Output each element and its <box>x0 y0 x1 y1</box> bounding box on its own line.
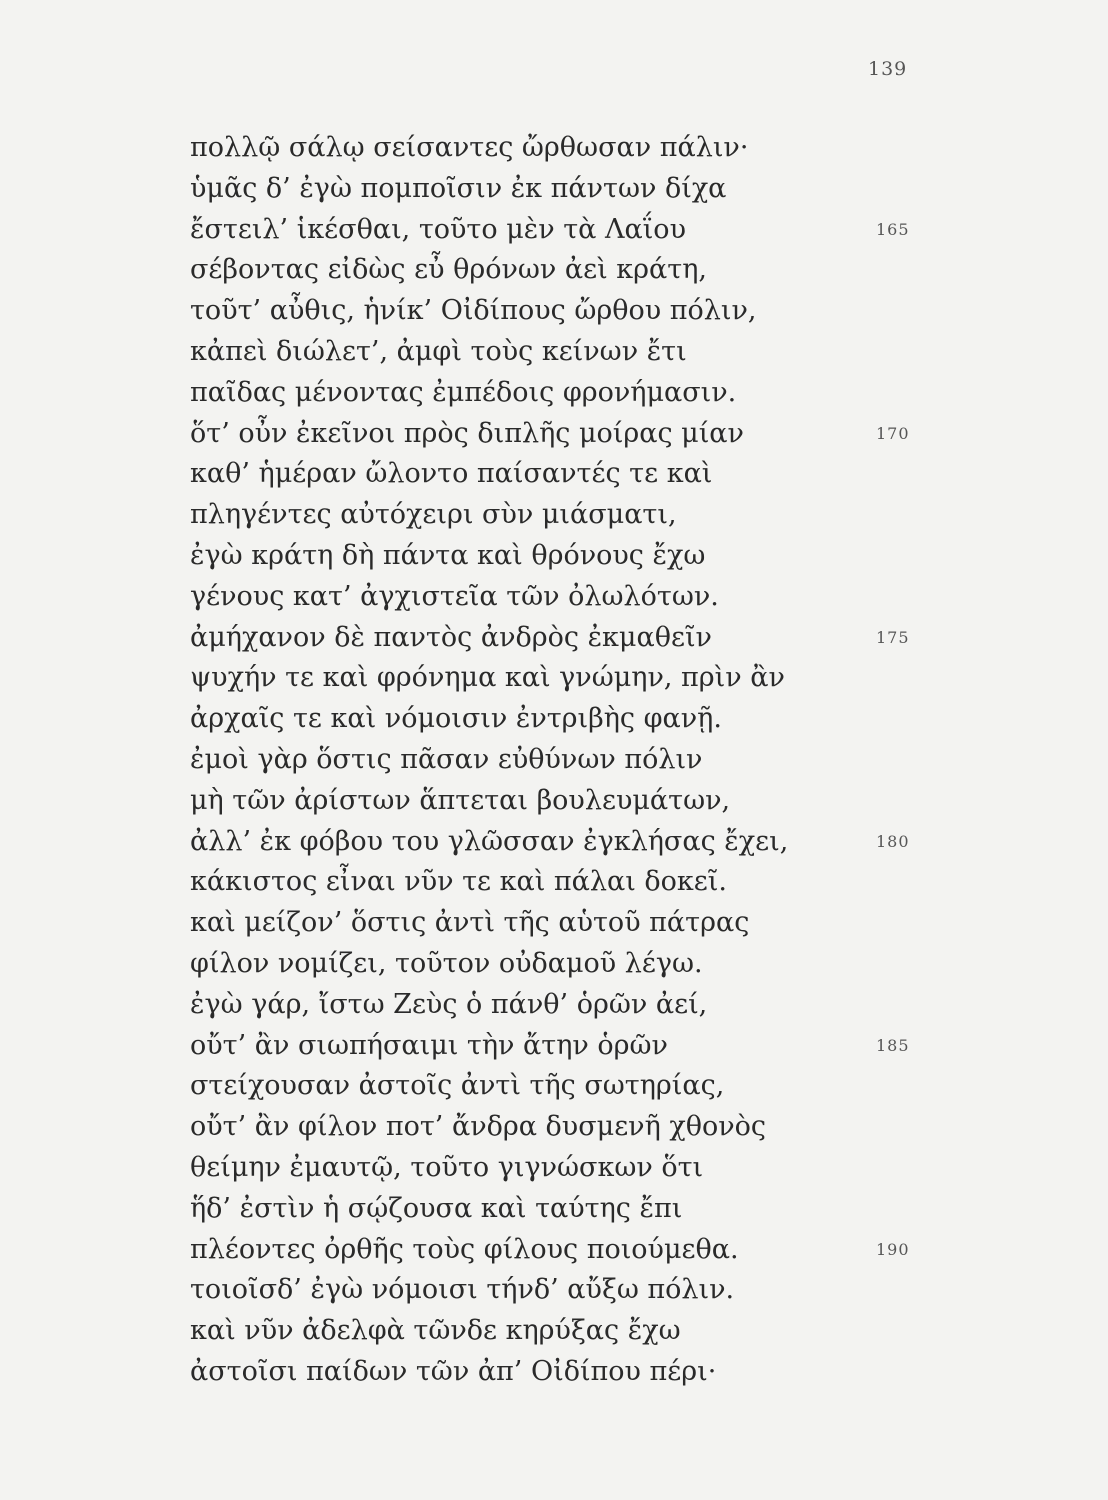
verse-line-text: στείχουσαν ἀστοῖς ἀντὶ τῆς σωτηρίας, <box>190 1070 725 1102</box>
verse-line <box>190 414 1070 455</box>
verse-line <box>190 944 1070 985</box>
line-number: 180 <box>876 831 910 851</box>
verse-line <box>190 781 1070 822</box>
verse-line-text: καὶ μείζον’ ὅστις ἀντὶ τῆς αὑτοῦ πάτρας <box>190 907 750 939</box>
verse-line-text: ἀστοῖσι παίδων τῶν ἀπ’ Οἰδίπου πέρι· <box>190 1355 717 1387</box>
verse-line <box>190 332 1070 373</box>
verse-line <box>190 862 1070 903</box>
verse-line-text: πλέοντες ὀρθῆς τοὺς φίλους ποιούμεθα. <box>190 1233 739 1265</box>
verse-line-text: τοιοῖσδ’ ἐγὼ νόμοισι τήνδ’ αὔξω πόλιν. <box>190 1274 735 1306</box>
verse-line <box>190 495 1070 536</box>
line-number: 165 <box>876 219 910 239</box>
verse-line <box>190 128 1070 169</box>
verse-line <box>190 740 1070 781</box>
verse-line <box>190 1230 1070 1271</box>
verse-line <box>190 1066 1070 1107</box>
verse-line-text: οὔτ’ ἂν φίλον ποτ’ ἄνδρα δυσμενῆ χθονὸς <box>190 1111 767 1143</box>
line-number: 190 <box>876 1239 910 1259</box>
verse-line <box>190 291 1070 332</box>
verse-line <box>190 1352 1070 1393</box>
page-number: 139 <box>868 58 908 80</box>
verse-line-text: κἀπεὶ διώλετ’, ἀμφὶ τοὺς κείνων ἔτι <box>190 335 687 367</box>
verse-line <box>190 250 1070 291</box>
verse-line <box>190 822 1070 863</box>
verse-line <box>190 1311 1070 1352</box>
verse-line-text: τοῦτ’ αὖθις, ἡνίκ’ Οἰδίπους ὤρθου πόλιν, <box>190 295 757 327</box>
verse-line <box>190 1026 1070 1067</box>
verse-block <box>190 128 1070 1393</box>
verse-line-text: ἀρχαῖς τε καὶ νόμοισιν ἐντριβὴς φανῇ. <box>190 703 722 735</box>
verse-line-text: καὶ νῦν ἀδελφὰ τῶνδε κηρύξας ἔχω <box>190 1315 681 1347</box>
verse-line-text: ἐγὼ γάρ, ἴστω Ζεὺς ὁ πάνθ’ ὁρῶν ἀεί, <box>190 988 708 1020</box>
line-number: 185 <box>876 1035 910 1055</box>
verse-line <box>190 903 1070 944</box>
verse-line-text: ἔστειλ’ ἱκέσθαι, τοῦτο μὲν τὰ Λαΐου <box>190 213 686 245</box>
verse-line <box>190 1107 1070 1148</box>
verse-line <box>190 577 1070 618</box>
verse-line <box>190 985 1070 1026</box>
verse-line-text: γένους κατ’ ἀγχιστεῖα τῶν ὀλωλότων. <box>190 580 719 612</box>
verse-line-text: ψυχήν τε καὶ φρόνημα καὶ γνώμην, πρὶν ἂν <box>190 662 785 694</box>
verse-line <box>190 618 1070 659</box>
verse-line-text: ὑμᾶς δ’ ἐγὼ πομποῖσιν ἐκ πάντων δίχα <box>190 172 727 204</box>
verse-line-text: ἐγὼ κράτη δὴ πάντα καὶ θρόνους ἔχω <box>190 539 706 571</box>
verse-line <box>190 658 1070 699</box>
verse-line-text: φίλον νομίζει, τοῦτον οὐδαμοῦ λέγω. <box>190 947 703 979</box>
verse-line-text: πληγέντες αὐτόχειρι σὺν μιάσματι, <box>190 499 677 531</box>
verse-line <box>190 536 1070 577</box>
verse-line <box>190 373 1070 414</box>
verse-line <box>190 699 1070 740</box>
verse-line-text: πολλῷ σάλῳ σείσαντες ὤρθωσαν πάλιν· <box>190 132 749 163</box>
verse-line-text: κάκιστος εἶναι νῦν τε καὶ πάλαι δοκεῖ. <box>190 866 727 898</box>
verse-line <box>190 1148 1070 1189</box>
verse-line-text: καθ’ ἡμέραν ὤλοντο παίσαντές τε καὶ <box>190 458 713 490</box>
verse-line <box>190 1270 1070 1311</box>
verse-line-text: παῖδας μένοντας ἐμπέδοις φρονήμασιν. <box>190 376 737 408</box>
verse-line <box>190 169 1070 210</box>
verse-line-text: οὔτ’ ἂν σιωπήσαιμι τὴν ἄτην ὁρῶν <box>190 1029 668 1061</box>
verse-line <box>190 210 1070 251</box>
verse-line-text: ὅτ’ οὖν ἐκεῖνοι πρὸς διπλῆς μοίρας μίαν <box>190 417 744 449</box>
line-number: 170 <box>876 423 910 443</box>
verse-line <box>190 454 1070 495</box>
verse-line-text: ἐμοὶ γὰρ ὅστις πᾶσαν εὐθύνων πόλιν <box>190 743 703 775</box>
verse-line-text: θείμην ἐμαυτῷ, τοῦτο γιγνώσκων ὅτι <box>190 1151 704 1183</box>
line-number: 175 <box>876 627 910 647</box>
verse-line <box>190 1189 1070 1230</box>
verse-line-text: ἥδ’ ἐστὶν ἡ σῴζουσα καὶ ταύτης ἔπι <box>190 1192 683 1224</box>
verse-line-text: σέβοντας εἰδὼς εὖ θρόνων ἀεὶ κράτη, <box>190 254 707 286</box>
verse-line-text: μὴ τῶν ἀρίστων ἅπτεται βουλευμάτων, <box>190 784 731 816</box>
verse-line-text: ἀλλ’ ἐκ φόβου του γλῶσσαν ἐγκλήσας ἔχει, <box>190 825 789 857</box>
verse-line-text: ἀμήχανον δὲ παντὸς ἀνδρὸς ἐκμαθεῖν <box>190 621 712 653</box>
